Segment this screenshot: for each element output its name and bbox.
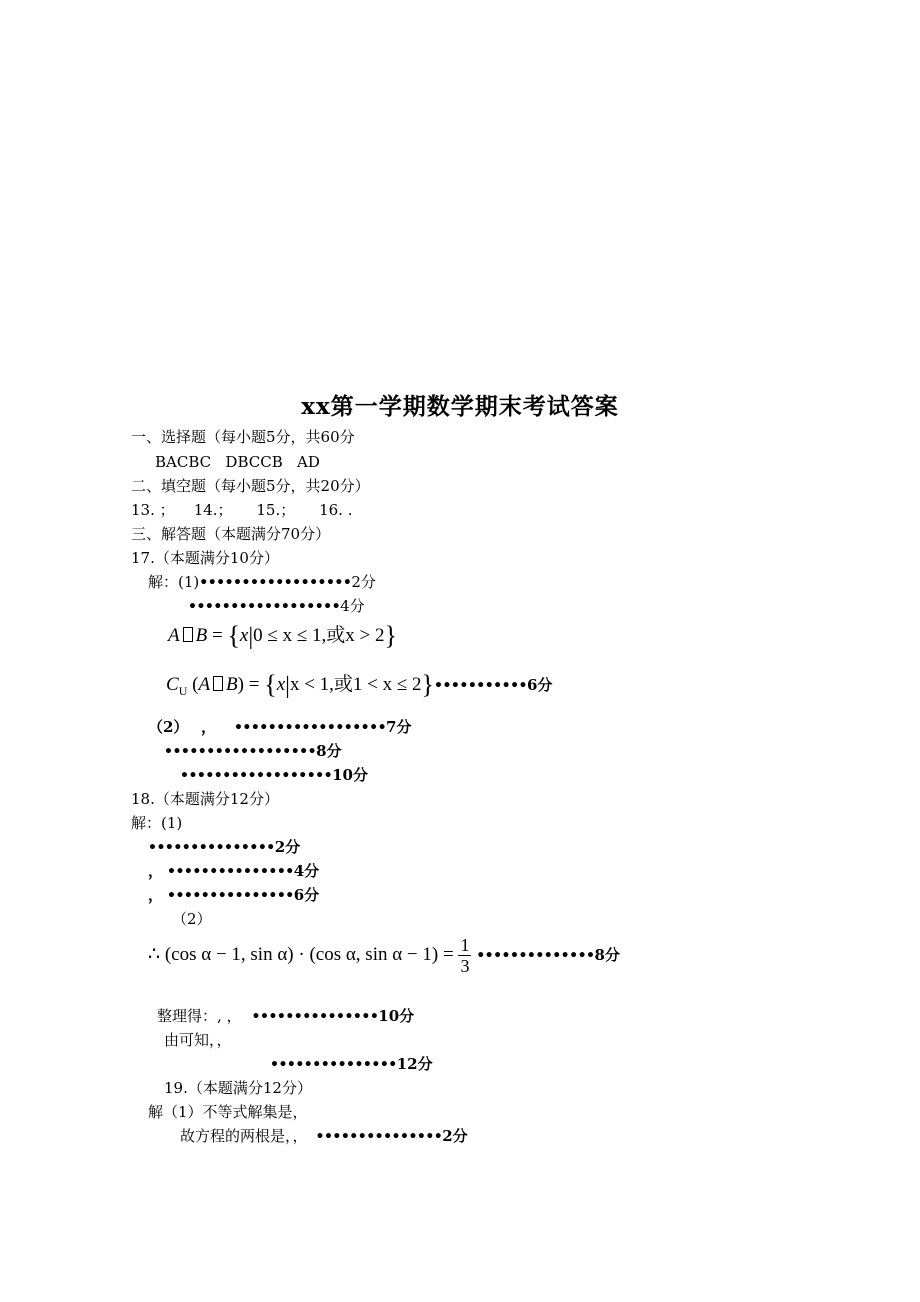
q18-mark-5: 12分 [396, 1055, 433, 1073]
q17-line-4 [164, 742, 342, 761]
q17-equation-1: A B = {x|0 ≤ x ≤ 1,或x > 2} [168, 621, 397, 650]
q18-eq-dots: •••••••••••••• [476, 948, 595, 964]
q19-line-1: 解（1）不等式解集是， [148, 1103, 308, 1121]
q17-line-2 [188, 597, 365, 616]
q18-line-5 [270, 1055, 433, 1074]
q18-eq-numerator: 1 [460, 935, 470, 956]
q19-line-2 [180, 1127, 468, 1146]
q18-equation [148, 933, 620, 978]
q18-mark-2: 4分 [293, 862, 320, 880]
q18-dots-4: ••••••••••••••• [251, 1009, 379, 1025]
q17-dots-2: •••••••••••••••••• [188, 599, 341, 615]
q18-dots-1: ••••••••••••••• [148, 840, 275, 856]
q18-line-2 [148, 862, 319, 881]
section2-answers: 13. ； 14.； 15.； 16. . [131, 501, 353, 519]
q17-part1-line [148, 573, 376, 592]
set-operator-glyph [183, 627, 193, 642]
q18-line3-prefix: ， [148, 886, 164, 904]
q18-organize-text: 整理得：, ， [157, 1007, 242, 1025]
q17-dots-1: •••••••••••••••••• [199, 575, 352, 591]
q17-eq2-dots: ••••••••••• [434, 678, 527, 694]
q17-mark-2: 4分 [340, 597, 365, 615]
q17-eq1-condition: 0 ≤ x ≤ 1,或x > 2 [253, 625, 385, 646]
q18-dots-2: ••••••••••••••• [167, 864, 294, 880]
q18-organize-line [157, 1007, 414, 1026]
q17-part2-comma: ， [200, 718, 216, 736]
q18-heading: 18.（本题满分12分） [131, 790, 279, 808]
q18-mark-3: 6分 [293, 886, 320, 904]
q17-eq2-sub: U [178, 684, 188, 698]
q18-line-3 [148, 886, 319, 905]
q17-part2-line [148, 718, 411, 737]
q17-eq1-lhs: A [168, 625, 180, 646]
page-title: xx第一学期数学期末考试答案 [301, 393, 619, 420]
q18-mark-4: 10分 [378, 1007, 415, 1025]
set-operator-glyph [213, 676, 223, 691]
q17-dots-4: •••••••••••••••••• [164, 744, 317, 760]
q17-equation-2: $C_U$ (A B) = {x|x < 1,或1 < x ≤ 2}•••••••••••6分 [166, 670, 553, 699]
q17-part1-label: 解：(1) [148, 573, 200, 591]
section3-heading: 三、解答题（本题满分70分） [131, 525, 331, 543]
q17-eq2-lhs: C [166, 674, 179, 695]
q17-eq2-condition: x < 1,或1 < x ≤ 2 [289, 674, 422, 695]
q18-mark-1: 2分 [274, 838, 301, 856]
q18-eq-mark: 8分 [594, 946, 620, 964]
therefore-symbol: ∴ [148, 944, 161, 965]
q17-eq2-mark: 6分 [526, 676, 553, 694]
q19-mark-1: 2分 [442, 1127, 468, 1145]
q17-mark-1: 2分 [351, 573, 376, 591]
q19-heading: 19.（本题满分12分） [164, 1079, 312, 1097]
q17-line-5 [180, 766, 368, 785]
q19-line2-text: 故方程的两根是，， [180, 1127, 308, 1145]
q18-part1-label: 解：(1) [131, 814, 183, 832]
q17-dots-5: •••••••••••••••••• [180, 768, 333, 784]
section1-heading: 一、选择题（每小题5分，共60分 [131, 428, 355, 446]
q19-dots-1: ••••••••••••••• [315, 1129, 443, 1145]
q18-line-1 [148, 838, 300, 857]
q17-mark-3: 7分 [386, 718, 412, 736]
q17-heading: 17.（本题满分10分） [131, 549, 279, 567]
q18-eq-denominator: 3 [460, 956, 470, 977]
q18-dots-3: ••••••••••••••• [167, 888, 294, 904]
q18-known-text: 由可知，， [164, 1031, 232, 1049]
q17-eq1-var: x [239, 625, 249, 646]
section2-heading: 二、填空题（每小题5分，共20分） [131, 477, 370, 495]
q18-eq-fraction [458, 935, 471, 976]
section1-answers: BACBC DBCCB AD [155, 453, 320, 471]
q17-dots-3: •••••••••••••••••• [233, 720, 387, 736]
q17-mark-4: 8分 [316, 742, 342, 760]
q18-dots-5: ••••••••••••••• [270, 1057, 397, 1073]
q17-eq2-var: x [276, 674, 286, 695]
q18-part2-label: （2） [172, 910, 212, 928]
q18-eq-lhs: (cos α − 1, sin α) · (cos α, sin α − 1) = [164, 944, 454, 965]
q18-line2-prefix: ， [148, 862, 164, 880]
q17-mark-5: 10分 [332, 766, 368, 784]
q17-part2-label: （2） [148, 718, 181, 736]
